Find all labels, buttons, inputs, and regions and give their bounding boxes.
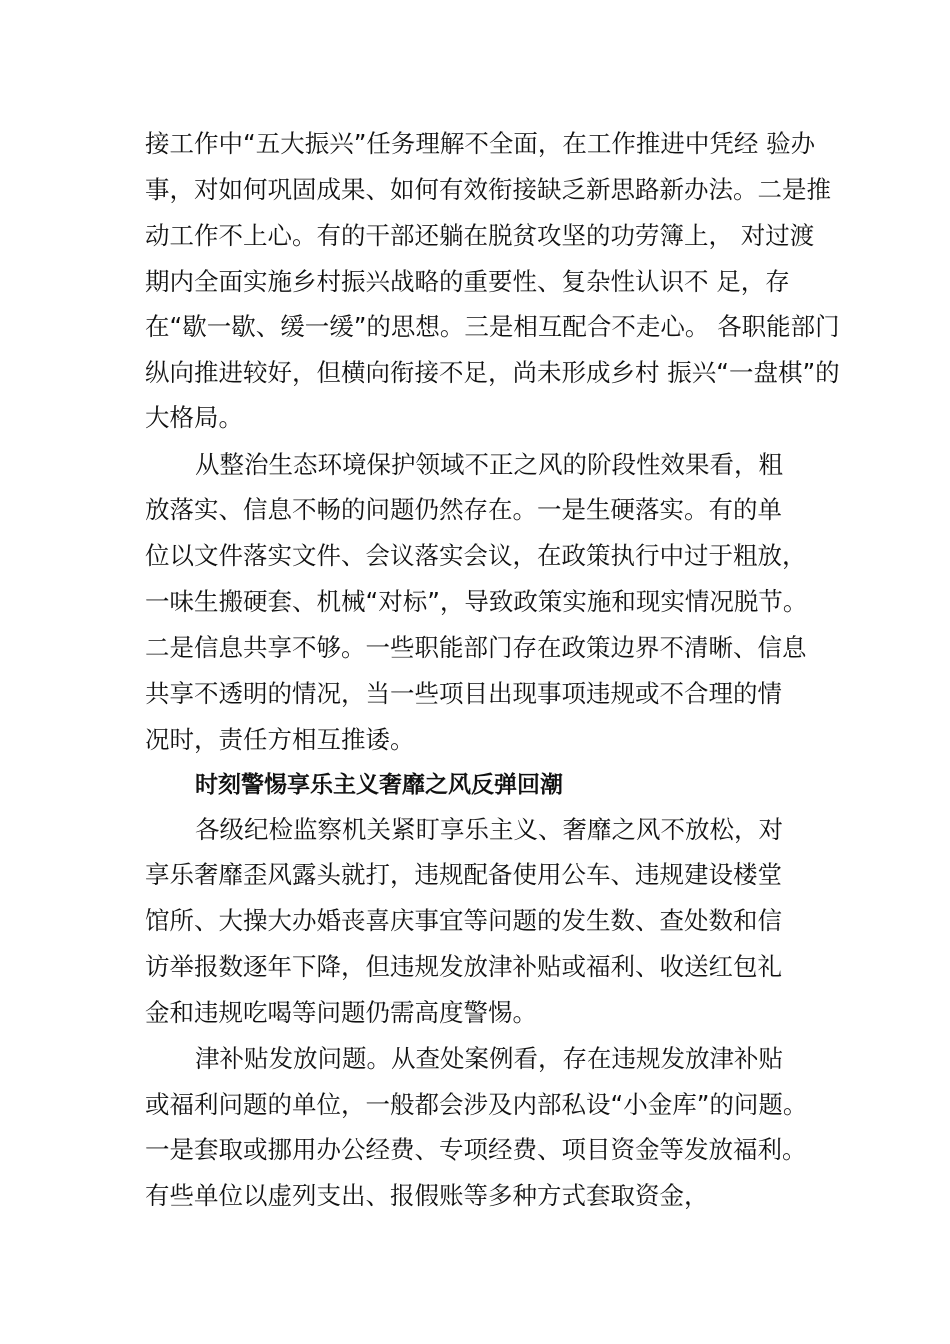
text-line: 位以文件落实文件、会议落实会议，在政策执行中过于粗放， (145, 541, 807, 570)
text-line: 动工作不上心。有的干部还躺在脱贫攻坚的功劳簿上， 对过渡 (145, 221, 815, 250)
text-line: 金和违规吃喝等问题仍需高度警惕。 (145, 998, 537, 1027)
text-line: 一是套取或挪用办公经费、专项经费、项目资金等发放福利。 (145, 1135, 807, 1164)
text-line: 馆所、大操大办婚丧喜庆事宜等问题的发生数、查处数和信 (145, 906, 782, 935)
paragraph-first-line: 从整治生态环境保护领域不正之风的阶段性效果看，粗 (195, 450, 783, 479)
text-line: 在“歇一歇、缓一缓”的思想。三是相互配合不走心。 各职能部门 (145, 312, 840, 341)
text-line: 事，对如何巩固成果、如何有效衔接缺乏新思路新办法。二是推 (145, 175, 831, 204)
text-line: 接工作中“五大振兴”任务理解不全面，在工作推进中凭经 验办 (145, 129, 816, 158)
section-heading: 时刻警惕享乐主义奢靡之风反弹回潮 (195, 772, 563, 798)
text-line: 享乐奢靡歪风露头就打，违规配备使用公车、违规建设楼堂 (145, 860, 782, 889)
text-line: 一味生搬硬套、机械“对标”，导致政策实施和现实情况脱节。 (145, 587, 808, 616)
text-line: 期内全面实施乡村振兴战略的重要性、复杂性认识不 足，存 (145, 267, 790, 296)
text-line: 共享不透明的情况，当一些项目出现事项违规或不合理的情 (145, 679, 782, 708)
paragraph-first-line: 各级纪检监察机关紧盯享乐主义、奢靡之风不放松，对 (195, 815, 783, 844)
text-line: 有些单位以虚列支出、报假账等多种方式套取资金， (145, 1181, 709, 1210)
text-line: 或福利问题的单位，一般都会涉及内部私设“小金库”的问题。 (145, 1090, 808, 1119)
text-line: 纵向推进较好，但横向衔接不足，尚未形成乡村 振兴“一盘棋”的 (145, 358, 840, 387)
text-line: 况时，责任方相互推诿。 (145, 725, 415, 754)
text-line: 放落实、信息不畅的问题仍然存在。一是生硬落实。有的单 (145, 495, 782, 524)
text-line: 访举报数逐年下降，但违规发放津补贴或福利、收送红包礼 (145, 952, 782, 981)
text-line: 大格局。 (145, 403, 243, 432)
paragraph-first-line: 津补贴发放问题。从查处案例看，存在违规发放津补贴 (195, 1044, 783, 1073)
text-line: 二是信息共享不够。一些职能部门存在政策边界不清晰、信息 (145, 633, 807, 662)
